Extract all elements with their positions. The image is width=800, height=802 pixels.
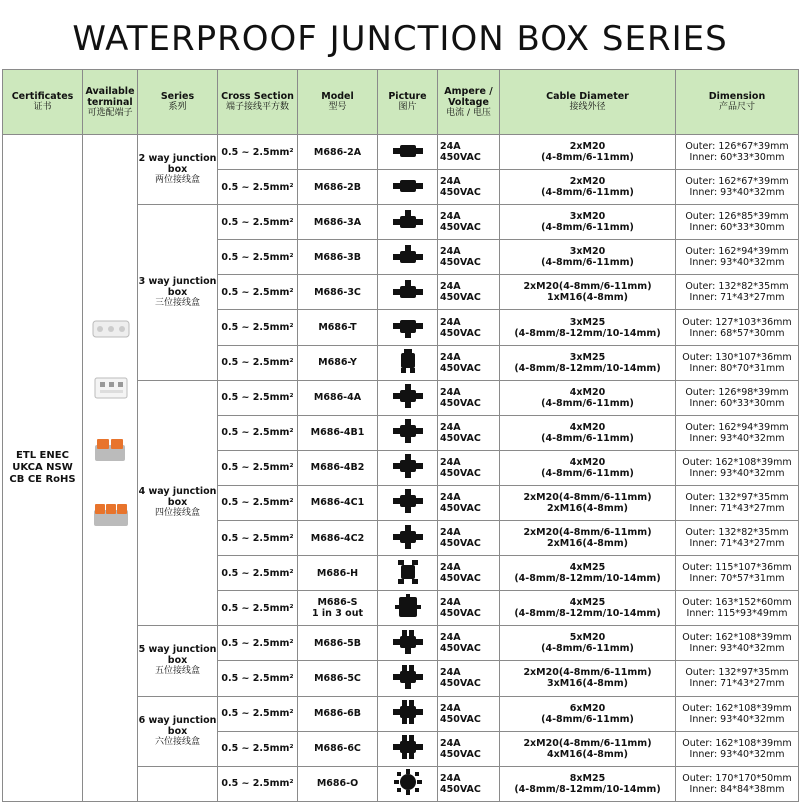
cross-section-cell: 0.5 ~ 2.5mm² [218, 380, 298, 415]
dimension-cell: Outer: 162*108*39mm Inner: 93*40*32mm [676, 731, 799, 766]
series-name-cn: 六位接线盒 [154, 736, 200, 747]
ampere-cell: 24A 450VAC [438, 205, 500, 240]
dimension-cell: Outer: 163*152*60mm Inner: 115*93*49mm [676, 591, 799, 626]
header-terminal: Available terminal 可选配端子 [83, 70, 138, 135]
4-way-box-icon [391, 418, 425, 444]
4-way-box-icon [391, 453, 425, 479]
header-certificates: Certificates 证书 [3, 70, 83, 135]
cable-cell: 2xM20(4-8mm/6-11mm) 4xM16(4-8mm) [500, 731, 676, 766]
page-title: WATERPROOF JUNCTION BOX SERIES [72, 19, 728, 59]
dimension-cell: Outer: 126*85*39mm Inner: 60*33*30mm [676, 205, 799, 240]
terminal-cell [83, 135, 138, 802]
picture-cell [378, 766, 438, 801]
terminal-block-white-grid-image [91, 375, 131, 404]
dimension-cell: Outer: 127*103*36mm Inner: 68*57*30mm [676, 310, 799, 345]
picture-cell [378, 626, 438, 661]
series-cell [138, 380, 218, 626]
model-cell: M686-3B [298, 240, 378, 275]
table-row [3, 135, 799, 170]
ampere-cell: 24A 450VAC [438, 556, 500, 591]
ampere-cell: 24A 450VAC [438, 661, 500, 696]
model-cell: M686-4B2 [298, 450, 378, 485]
series-cell [138, 205, 218, 380]
model-cell: M686-5B [298, 626, 378, 661]
model-cell: M686-4B1 [298, 415, 378, 450]
cross-section-cell: 0.5 ~ 2.5mm² [218, 696, 298, 731]
ampere-cell: 24A 450VAC [438, 696, 500, 731]
lever-connector-orange-3-image [91, 500, 131, 533]
certificates-cell: ETL ENEC UKCA NSW CB CE RoHS [3, 135, 83, 802]
product-table [2, 69, 799, 802]
cross-section-cell: 0.5 ~ 2.5mm² [218, 170, 298, 205]
cross-section-cell: 0.5 ~ 2.5mm² [218, 485, 298, 520]
cable-cell: 2xM20 (4-8mm/6-11mm) [500, 135, 676, 170]
picture-cell [378, 345, 438, 380]
terminal-images [83, 135, 137, 801]
picture-cell [378, 275, 438, 310]
4-way-box-icon [391, 383, 425, 409]
cable-cell: 4xM20 (4-8mm/6-11mm) [500, 450, 676, 485]
ampere-cell: 24A 450VAC [438, 591, 500, 626]
picture-cell [378, 170, 438, 205]
model-cell: M686-O [298, 766, 378, 801]
ampere-cell: 24A 450VAC [438, 275, 500, 310]
cable-cell: 2xM20(4-8mm/6-11mm) 3xM16(4-8mm) [500, 661, 676, 696]
model-cell: M686-Y [298, 345, 378, 380]
header-cable: Cable Diameter 接线外径 [500, 70, 676, 135]
picture-cell [378, 415, 438, 450]
dimension-cell: Outer: 162*108*39mm Inner: 93*40*32mm [676, 696, 799, 731]
2-way-box-icon [391, 138, 425, 164]
cable-cell: 2xM20 (4-8mm/6-11mm) [500, 170, 676, 205]
ampere-cell: 24A 450VAC [438, 450, 500, 485]
cable-cell: 3xM25 (4-8mm/8-12mm/10-14mm) [500, 345, 676, 380]
cable-cell: 2xM20(4-8mm/6-11mm) 1xM16(4-8mm) [500, 275, 676, 310]
ampere-cell: 24A 450VAC [438, 135, 500, 170]
model-cell: M686-6C [298, 731, 378, 766]
picture-cell [378, 556, 438, 591]
cross-section-cell: 0.5 ~ 2.5mm² [218, 731, 298, 766]
dimension-cell: Outer: 132*97*35mm Inner: 71*43*27mm [676, 661, 799, 696]
model-cell: M686-3C [298, 275, 378, 310]
series-cell [138, 135, 218, 205]
y-box-icon [391, 348, 425, 374]
header-ampere: Ampere / Voltage 电流 / 电压 [438, 70, 500, 135]
cable-cell: 6xM20 (4-8mm/6-11mm) [500, 696, 676, 731]
header-picture: Picture 图片 [378, 70, 438, 135]
ampere-cell: 24A 450VAC [438, 485, 500, 520]
4-way-box-icon [391, 488, 425, 514]
cross-section-cell: 0.5 ~ 2.5mm² [218, 205, 298, 240]
model-cell: M686-5C [298, 661, 378, 696]
dimension-cell: Outer: 126*67*39mm Inner: 60*33*30mm [676, 135, 799, 170]
t-box-icon [391, 313, 425, 339]
cable-cell: 4xM20 (4-8mm/6-11mm) [500, 380, 676, 415]
dimension-cell: Outer: 132*97*35mm Inner: 71*43*27mm [676, 485, 799, 520]
series-name-cn: 五位接线盒 [154, 666, 200, 677]
picture-cell [378, 696, 438, 731]
4-way-box-icon [391, 524, 425, 550]
cross-section-cell: 0.5 ~ 2.5mm² [218, 310, 298, 345]
square-box-icon [391, 594, 425, 620]
ampere-cell: 24A 450VAC [438, 380, 500, 415]
series-name: 2 way junction box [138, 153, 217, 176]
2-way-box-icon [391, 173, 425, 199]
cable-cell: 4xM20 (4-8mm/6-11mm) [500, 415, 676, 450]
header-row [3, 70, 799, 135]
cross-section-cell: 0.5 ~ 2.5mm² [218, 240, 298, 275]
header-series: Series 系列 [138, 70, 218, 135]
dimension-cell: Outer: 162*67*39mm Inner: 93*40*32mm [676, 170, 799, 205]
cross-section-cell: 0.5 ~ 2.5mm² [218, 135, 298, 170]
ampere-cell: 24A 450VAC [438, 170, 500, 205]
cross-section-cell: 0.5 ~ 2.5mm² [218, 521, 298, 556]
cross-section-cell: 0.5 ~ 2.5mm² [218, 591, 298, 626]
dimension-cell: Outer: 115*107*36mm Inner: 70*57*31mm [676, 556, 799, 591]
8-way-box-icon [391, 769, 425, 795]
ampere-cell: 24A 450VAC [438, 766, 500, 801]
dimension-cell: Outer: 130*107*36mm Inner: 80*70*31mm [676, 345, 799, 380]
cross-section-cell: 0.5 ~ 2.5mm² [218, 415, 298, 450]
cable-cell: 3xM25 (4-8mm/8-12mm/10-14mm) [500, 310, 676, 345]
model-cell: M686-2A [298, 135, 378, 170]
model-cell: M686-S 1 in 3 out [298, 591, 378, 626]
dimension-cell: Outer: 170*170*50mm Inner: 84*84*38mm [676, 766, 799, 801]
model-cell: M686-4A [298, 380, 378, 415]
cable-cell: 4xM25 (4-8mm/8-12mm/10-14mm) [500, 556, 676, 591]
model-cell: M686-T [298, 310, 378, 345]
3-way-box-icon [391, 208, 425, 234]
5-way-box-icon [391, 664, 425, 690]
dimension-cell: Outer: 162*94*39mm Inner: 93*40*32mm [676, 415, 799, 450]
picture-cell [378, 205, 438, 240]
terminal-block-white-3-image [91, 315, 131, 344]
series-name-cn: 四位接线盒 [154, 508, 200, 519]
cross-section-cell: 0.5 ~ 2.5mm² [218, 275, 298, 310]
3-way-box-icon [391, 278, 425, 304]
lever-connector-orange-2-image [91, 435, 131, 468]
picture-cell [378, 591, 438, 626]
picture-cell [378, 485, 438, 520]
ampere-cell: 24A 450VAC [438, 626, 500, 661]
ampere-cell: 24A 450VAC [438, 521, 500, 556]
dimension-cell: Outer: 126*98*39mm Inner: 60*33*30mm [676, 380, 799, 415]
series-name: 4 way junction box [138, 486, 217, 509]
cable-cell: 5xM20 (4-8mm/6-11mm) [500, 626, 676, 661]
ampere-cell: 24A 450VAC [438, 731, 500, 766]
picture-cell [378, 731, 438, 766]
6-way-box-icon [391, 699, 425, 725]
series-name-cn: 三位接线盒 [154, 297, 200, 308]
header-cross-section: Cross Section 端子接线平方数 [218, 70, 298, 135]
picture-cell [378, 521, 438, 556]
model-cell: M686-2B [298, 170, 378, 205]
picture-cell [378, 240, 438, 275]
series-cell [138, 626, 218, 696]
dimension-cell: Outer: 162*94*39mm Inner: 93*40*32mm [676, 240, 799, 275]
header-model: Model 型号 [298, 70, 378, 135]
series-name: 5 way junction box [138, 644, 217, 667]
ampere-cell: 24A 450VAC [438, 345, 500, 380]
h-box-icon [391, 559, 425, 585]
cable-cell: 3xM20 (4-8mm/6-11mm) [500, 205, 676, 240]
series-name: 6 way junction box [138, 714, 217, 737]
series-cell [138, 696, 218, 766]
series-cell [138, 766, 218, 801]
cable-cell: 4xM25 (4-8mm/8-12mm/10-14mm) [500, 591, 676, 626]
cross-section-cell: 0.5 ~ 2.5mm² [218, 450, 298, 485]
cable-cell: 2xM20(4-8mm/6-11mm) 2xM16(4-8mm) [500, 521, 676, 556]
picture-cell [378, 135, 438, 170]
model-cell: M686-6B [298, 696, 378, 731]
ampere-cell: 24A 450VAC [438, 415, 500, 450]
3-way-box-icon [391, 243, 425, 269]
model-cell: M686-4C2 [298, 521, 378, 556]
ampere-cell: 24A 450VAC [438, 310, 500, 345]
picture-cell [378, 310, 438, 345]
dimension-cell: Outer: 132*82*35mm Inner: 71*43*27mm [676, 275, 799, 310]
cross-section-cell: 0.5 ~ 2.5mm² [218, 556, 298, 591]
model-cell: M686-H [298, 556, 378, 591]
series-name-cn: 两位接线盒 [154, 175, 200, 186]
picture-cell [378, 380, 438, 415]
6-way-box-icon [391, 734, 425, 760]
cable-cell: 2xM20(4-8mm/6-11mm) 2xM16(4-8mm) [500, 485, 676, 520]
cross-section-cell: 0.5 ~ 2.5mm² [218, 345, 298, 380]
dimension-cell: Outer: 162*108*39mm Inner: 93*40*32mm [676, 450, 799, 485]
picture-cell [378, 450, 438, 485]
model-cell: M686-4C1 [298, 485, 378, 520]
cross-section-cell: 0.5 ~ 2.5mm² [218, 766, 298, 801]
model-cell: M686-3A [298, 205, 378, 240]
cross-section-cell: 0.5 ~ 2.5mm² [218, 661, 298, 696]
cable-cell: 3xM20 (4-8mm/6-11mm) [500, 240, 676, 275]
ampere-cell: 24A 450VAC [438, 240, 500, 275]
dimension-cell: Outer: 162*108*39mm Inner: 93*40*32mm [676, 626, 799, 661]
picture-cell [378, 661, 438, 696]
dimension-cell: Outer: 132*82*35mm Inner: 71*43*27mm [676, 521, 799, 556]
5-way-box-icon [391, 629, 425, 655]
cable-cell: 8xM25 (4-8mm/8-12mm/10-14mm) [500, 766, 676, 801]
header-dimension: Dimension 产品尺寸 [676, 70, 799, 135]
cross-section-cell: 0.5 ~ 2.5mm² [218, 626, 298, 661]
series-name: 3 way junction box [138, 275, 217, 298]
